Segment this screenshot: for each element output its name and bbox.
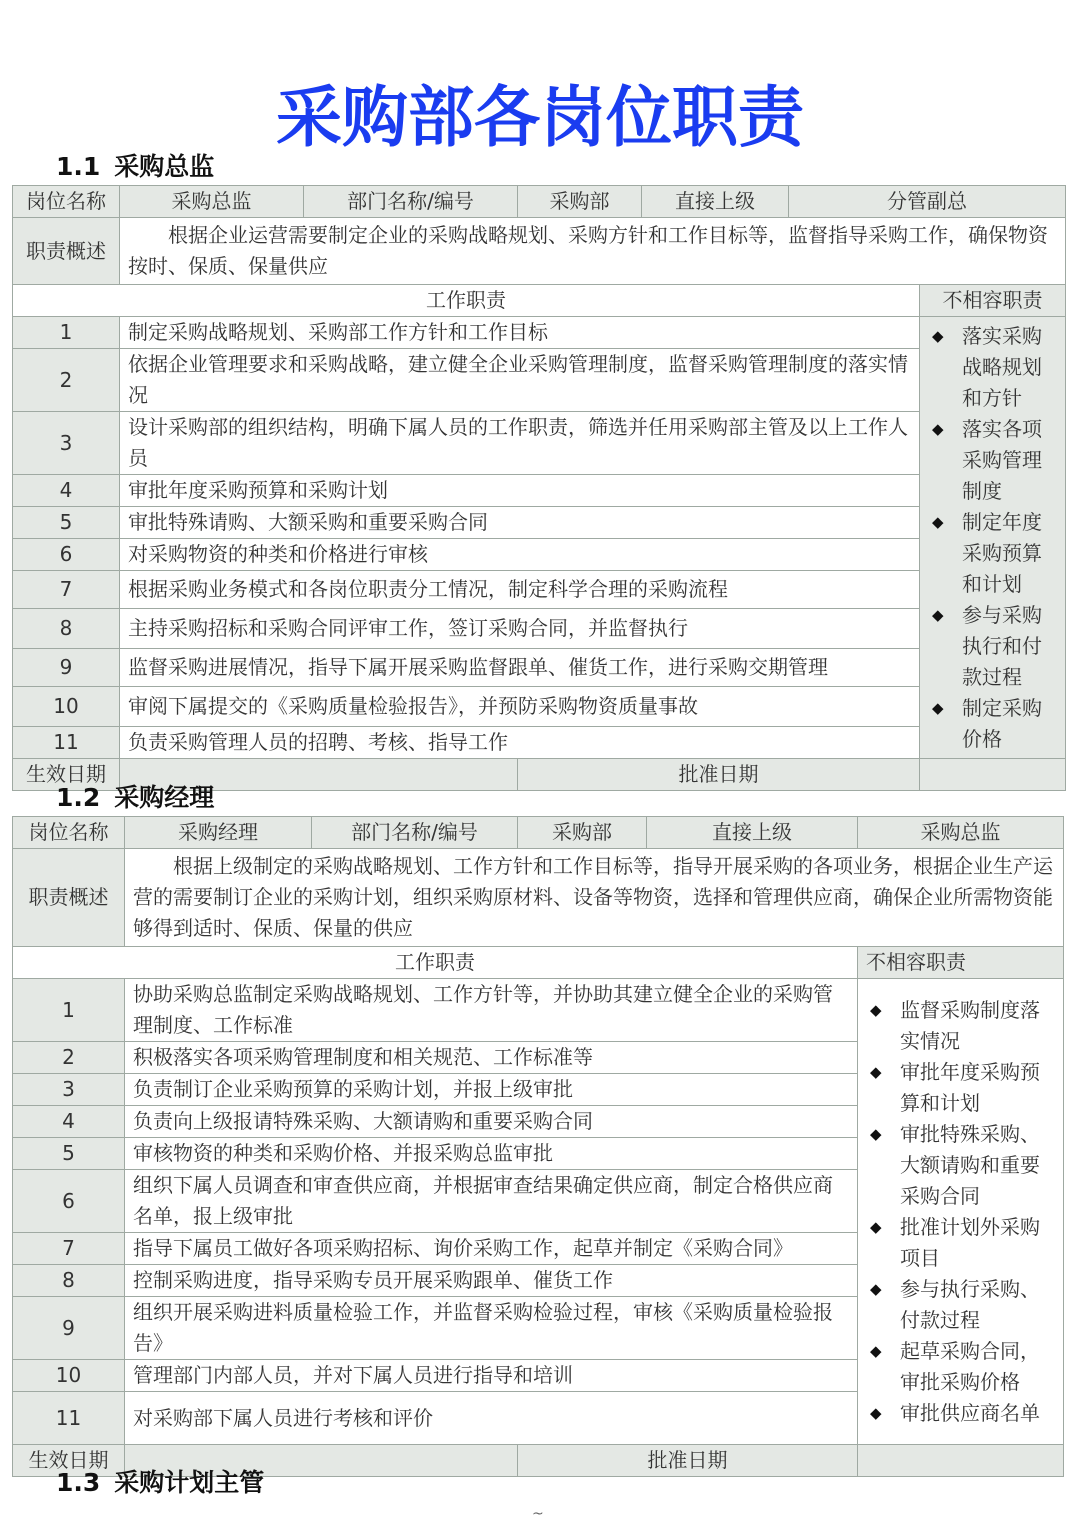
label-summary: 职责概述 [13,849,125,947]
superior-value: 采购总监 [858,817,1064,849]
section-name: 采购总监 [114,152,215,181]
section-number: 1.2 [56,783,101,812]
approve-date-value [920,759,1066,791]
incompatible-item: ◆ 审批特殊采购、大额请购和重要采购合同 [870,1119,1055,1212]
label-effective-date: 生效日期 [13,759,120,791]
diamond-bullet-icon: ◆ [870,1000,882,1019]
duty-text: 设计采购部的组织结构，明确下属人员的工作职责，筛选并任用采购部主管及以上工作人员 [120,412,920,475]
duty-text: 负责制订企业采购预算的采购计划，并报上级审批 [125,1074,858,1106]
duty-number: 3 [13,412,120,475]
duty-text: 负责向上级报请特殊采购、大额请购和重要采购合同 [125,1106,858,1138]
label-dept: 部门名称/编号 [312,817,518,849]
label-duties: 工作职责 [13,947,858,979]
duty-number: 11 [13,1392,125,1445]
diamond-bullet-icon: ◆ [870,1403,882,1422]
section-heading-1-1 [56,152,214,182]
duty-number: 9 [13,1297,125,1360]
section-name: 采购计划主管 [114,1468,265,1497]
duty-text: 制定采购战略规划、采购部工作方针和工作目标 [120,317,920,349]
duty-number: 4 [13,475,120,507]
duty-text: 对采购部下属人员进行考核和评价 [125,1392,858,1445]
dept-value: 采购部 [518,186,642,218]
label-superior: 直接上级 [647,817,858,849]
page-mark: ~ [532,1506,544,1522]
duty-text: 监督采购进展情况，指导下属开展采购监督跟单、催货工作，进行采购交期管理 [120,649,920,687]
post-name-value: 采购经理 [125,817,312,849]
incompatible-item: ◆ 审批年度采购预算和计划 [870,1057,1055,1119]
duty-text: 积极落实各项采购管理制度和相关规范、工作标准等 [125,1042,858,1074]
duty-text: 主持采购招标和采购合同评审工作，签订采购合同，并监督执行 [120,609,920,649]
duty-text: 协助采购总监制定采购战略规划、工作方针等，并协助其建立健全企业的采购管理制度、工作标准 [125,979,858,1042]
duty-number: 11 [13,727,120,759]
incompatible-list [920,317,1066,759]
duty-number: 7 [13,571,120,609]
duty-number: 9 [13,649,120,687]
diamond-bullet-icon: ◆ [870,1341,882,1360]
incompatible-item: ◆ 参与执行采购、付款过程 [870,1274,1055,1336]
dept-value: 采购部 [518,817,647,849]
diamond-bullet-icon: ◆ [932,326,944,345]
duty-number: 6 [13,1170,125,1233]
approve-date-value [858,1445,1064,1477]
summary-text: 根据企业运营需要制定企业的采购战略规划、采购方针和工作目标等，监督指导采购工作，确保物资按时、保质、保量供应 [120,218,1066,285]
section-number: 1.3 [56,1468,101,1497]
diamond-bullet-icon: ◆ [870,1217,882,1236]
duty-number: 2 [13,1042,125,1074]
label-approve-date: 批准日期 [518,759,920,791]
label-incompatible: 不相容职责 [920,285,1066,317]
label-superior: 直接上级 [642,186,789,218]
duty-number: 7 [13,1233,125,1265]
incompatible-item: ◆ 监督采购制度落实情况 [870,995,1055,1057]
label-post-name: 岗位名称 [13,186,120,218]
diamond-bullet-icon: ◆ [932,512,944,531]
duty-number: 2 [13,349,120,412]
post-name-value: 采购总监 [120,186,304,218]
diamond-bullet-icon: ◆ [870,1124,882,1143]
duty-text: 审核物资的种类和采购价格、并报采购总监审批 [125,1138,858,1170]
label-incompatible: 不相容职责 [858,947,1064,979]
duty-number: 1 [13,317,120,349]
duty-number: 8 [13,1265,125,1297]
incompatible-item: ◆ 制定年度采购预算和计划 [932,507,1057,600]
summary-text: 根据上级制定的采购战略规划、工作方针和工作目标等，指导开展采购的各项业务，根据企业生产运营的需要制订企业的采购计划，组织采购原材料、设备等物资，选择和管理供应商，确保企业所需物资能够得到适时、保质、保量的供应 [125,849,1064,947]
duty-text: 负责采购管理人员的招聘、考核、指导工作 [120,727,920,759]
job-table-procurement-director [12,185,1066,791]
superior-value: 分管副总 [789,186,1066,218]
duty-text: 组织下属人员调查和审查供应商，并根据审查结果确定供应商，制定合格供应商名单，报上级审批 [125,1170,858,1233]
duty-number: 6 [13,539,120,571]
incompatible-item: ◆ 参与采购执行和付款过程 [932,600,1057,693]
duty-number: 5 [13,507,120,539]
label-approve-date: 批准日期 [518,1445,858,1477]
duty-text: 控制采购进度，指导采购专员开展采购跟单、催货工作 [125,1265,858,1297]
diamond-bullet-icon: ◆ [870,1279,882,1298]
duty-number: 10 [13,687,120,727]
incompatible-list [858,979,1064,1445]
duty-number: 8 [13,609,120,649]
duty-number: 10 [13,1360,125,1392]
diamond-bullet-icon: ◆ [932,698,944,717]
diamond-bullet-icon: ◆ [932,419,944,438]
label-duties: 工作职责 [13,285,920,317]
duty-text: 对采购物资的种类和价格进行审核 [120,539,920,571]
incompatible-item: ◆ 落实采购战略规划和方针 [932,321,1057,414]
section-number: 1.1 [56,152,101,181]
job-table-procurement-manager [12,816,1064,1477]
incompatible-item: ◆ 批准计划外采购项目 [870,1212,1055,1274]
diamond-bullet-icon: ◆ [932,605,944,624]
duty-text: 根据采购业务模式和各岗位职责分工情况，制定科学合理的采购流程 [120,571,920,609]
duty-text: 审批年度采购预算和采购计划 [120,475,920,507]
label-post-name: 岗位名称 [13,817,125,849]
page-title: 采购部各岗位职责 [276,79,804,156]
duty-text: 审批特殊请购、大额采购和重要采购合同 [120,507,920,539]
section-name: 采购经理 [114,783,215,812]
label-summary: 职责概述 [13,218,120,285]
duty-number: 4 [13,1106,125,1138]
section-heading-1-3 [56,1468,264,1498]
duty-number: 5 [13,1138,125,1170]
duty-text: 组织开展采购进料质量检验工作，并监督采购检验过程，审核《采购质量检验报告》 [125,1297,858,1360]
duty-text: 依据企业管理要求和采购战略，建立健全企业采购管理制度，监督采购管理制度的落实情况 [120,349,920,412]
duty-text: 指导下属员工做好各项采购招标、询价采购工作，起草并制定《采购合同》 [125,1233,858,1265]
incompatible-item: ◆ 审批供应商名单 [870,1398,1055,1429]
incompatible-item: ◆ 起草采购合同，审批采购价格 [870,1336,1055,1398]
duty-text: 管理部门内部人员，并对下属人员进行指导和培训 [125,1360,858,1392]
label-dept: 部门名称/编号 [304,186,518,218]
duty-text: 审阅下属提交的《采购质量检验报告》，并预防采购物资质量事故 [120,687,920,727]
duty-number: 1 [13,979,125,1042]
diamond-bullet-icon: ◆ [870,1062,882,1081]
incompatible-item: ◆ 落实各项采购管理制度 [932,414,1057,507]
incompatible-item: ◆ 制定采购价格 [932,693,1057,755]
section-heading-1-2 [56,783,214,813]
duty-number: 3 [13,1074,125,1106]
label-effective-date: 生效日期 [13,1445,125,1477]
